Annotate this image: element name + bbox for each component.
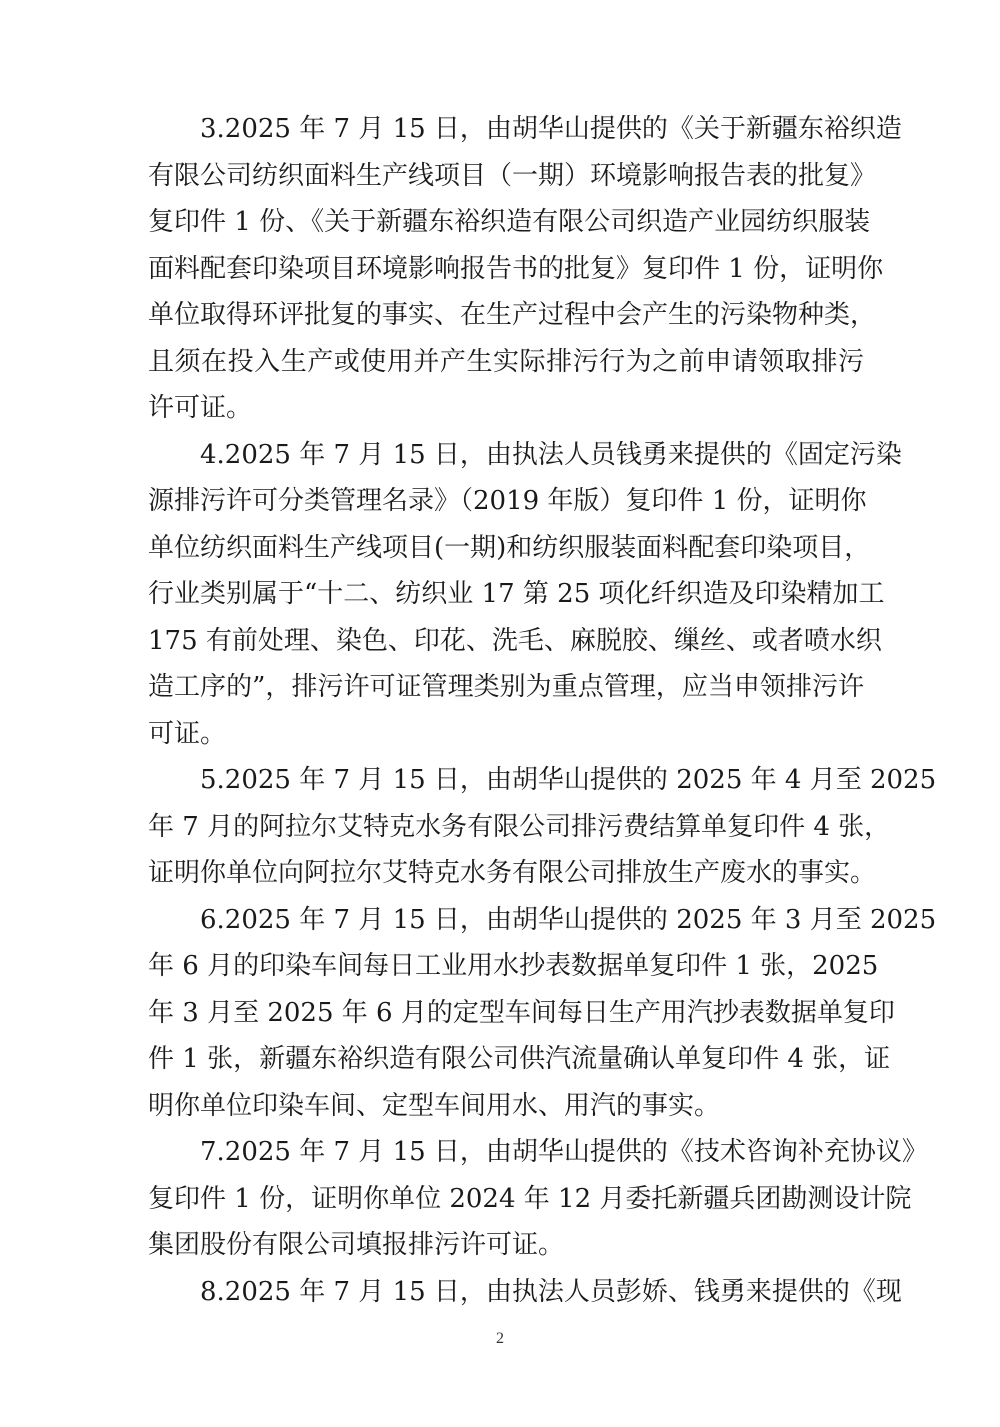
paragraph-6-line-3: 年 3 月至 2025 年 6 月的定型车间每日生产用汽抄表数据单复印 xyxy=(148,998,895,1028)
paragraph-7-line-3: 集团股份有限公司填报排污许可证。 xyxy=(148,1230,565,1260)
paragraph-4-line-6: 造工序的”，排污许可证管理类别为重点管理，应当申领排污许 xyxy=(148,672,864,702)
paragraph-7-line-1: 7.2025 年 7 月 15 日，由胡华山提供的《技术咨询补充协议》 xyxy=(200,1137,928,1167)
paragraph-5-line-3: 证明你单位向阿拉尔艾特克水务有限公司排放生产废水的事实。 xyxy=(148,858,877,888)
paragraph-3-line-6: 且须在投入生产或使用并产生实际排污行为之前申请领取排污 xyxy=(148,347,864,377)
paragraph-4-line-7: 可证。 xyxy=(148,719,227,749)
paragraph-6-line-1: 6.2025 年 7 月 15 日，由胡华山提供的 2025 年 3 月至 2025 xyxy=(200,905,937,935)
paragraph-3-line-3: 复印件 1 份、《关于新疆东裕织造有限公司织造产业园纺织服装 xyxy=(148,207,871,237)
paragraph-3-line-7: 许可证。 xyxy=(148,393,253,423)
paragraph-6-line-5: 明你单位印染车间、定型车间用水、用汽的事实。 xyxy=(148,1091,721,1121)
page-number: 2 xyxy=(496,1330,504,1347)
paragraph-6-line-2: 年 6 月的印染车间每日工业用水抄表数据单复印件 1 张，2025 xyxy=(148,951,879,981)
paragraph-4-line-2: 源排污许可分类管理名录》（2019 年版）复印件 1 份，证明你 xyxy=(148,486,867,516)
paragraph-3-line-5: 单位取得环评批复的事实、在生产过程中会产生的污染物种类， xyxy=(148,300,877,330)
paragraph-3-line-2: 有限公司纺织面料生产线项目（一期）环境影响报告表的批复》 xyxy=(148,161,877,191)
paragraph-3-line-1: 3.2025 年 7 月 15 日，由胡华山提供的《关于新疆东裕织造 xyxy=(200,114,902,144)
paragraph-3-line-4: 面料配套印染项目环境影响报告书的批复》复印件 1 份，证明你 xyxy=(148,254,884,284)
paragraph-4-line-1: 4.2025 年 7 月 15 日，由执法人员钱勇来提供的《固定污染 xyxy=(200,440,902,470)
paragraph-8-line-1: 8.2025 年 7 月 15 日，由执法人员彭娇、钱勇来提供的《现 xyxy=(200,1277,902,1307)
paragraph-7-line-2: 复印件 1 份，证明你单位 2024 年 12 月委托新疆兵团勘测设计院 xyxy=(148,1184,912,1214)
paragraph-4-line-4: 行业类别属于“十二、纺织业 17 第 25 项化纤织造及印染精加工 xyxy=(148,579,885,609)
paragraph-4-line-5: 175 有前处理、染色、印花、洗毛、麻脱胶、缫丝、或者喷水织 xyxy=(148,626,882,656)
paragraph-5-line-1: 5.2025 年 7 月 15 日，由胡华山提供的 2025 年 4 月至 2025 xyxy=(200,765,937,795)
paragraph-4-line-3: 单位纺织面料生产线项目(一期)和纺织服装面料配套印染项目， xyxy=(148,533,871,563)
paragraph-6-line-4: 件 1 张，新疆东裕织造有限公司供汽流量确认单复印件 4 张，证 xyxy=(148,1044,891,1074)
paragraph-5-line-2: 年 7 月的阿拉尔艾特克水务有限公司排污费结算单复印件 4 张， xyxy=(148,812,891,842)
